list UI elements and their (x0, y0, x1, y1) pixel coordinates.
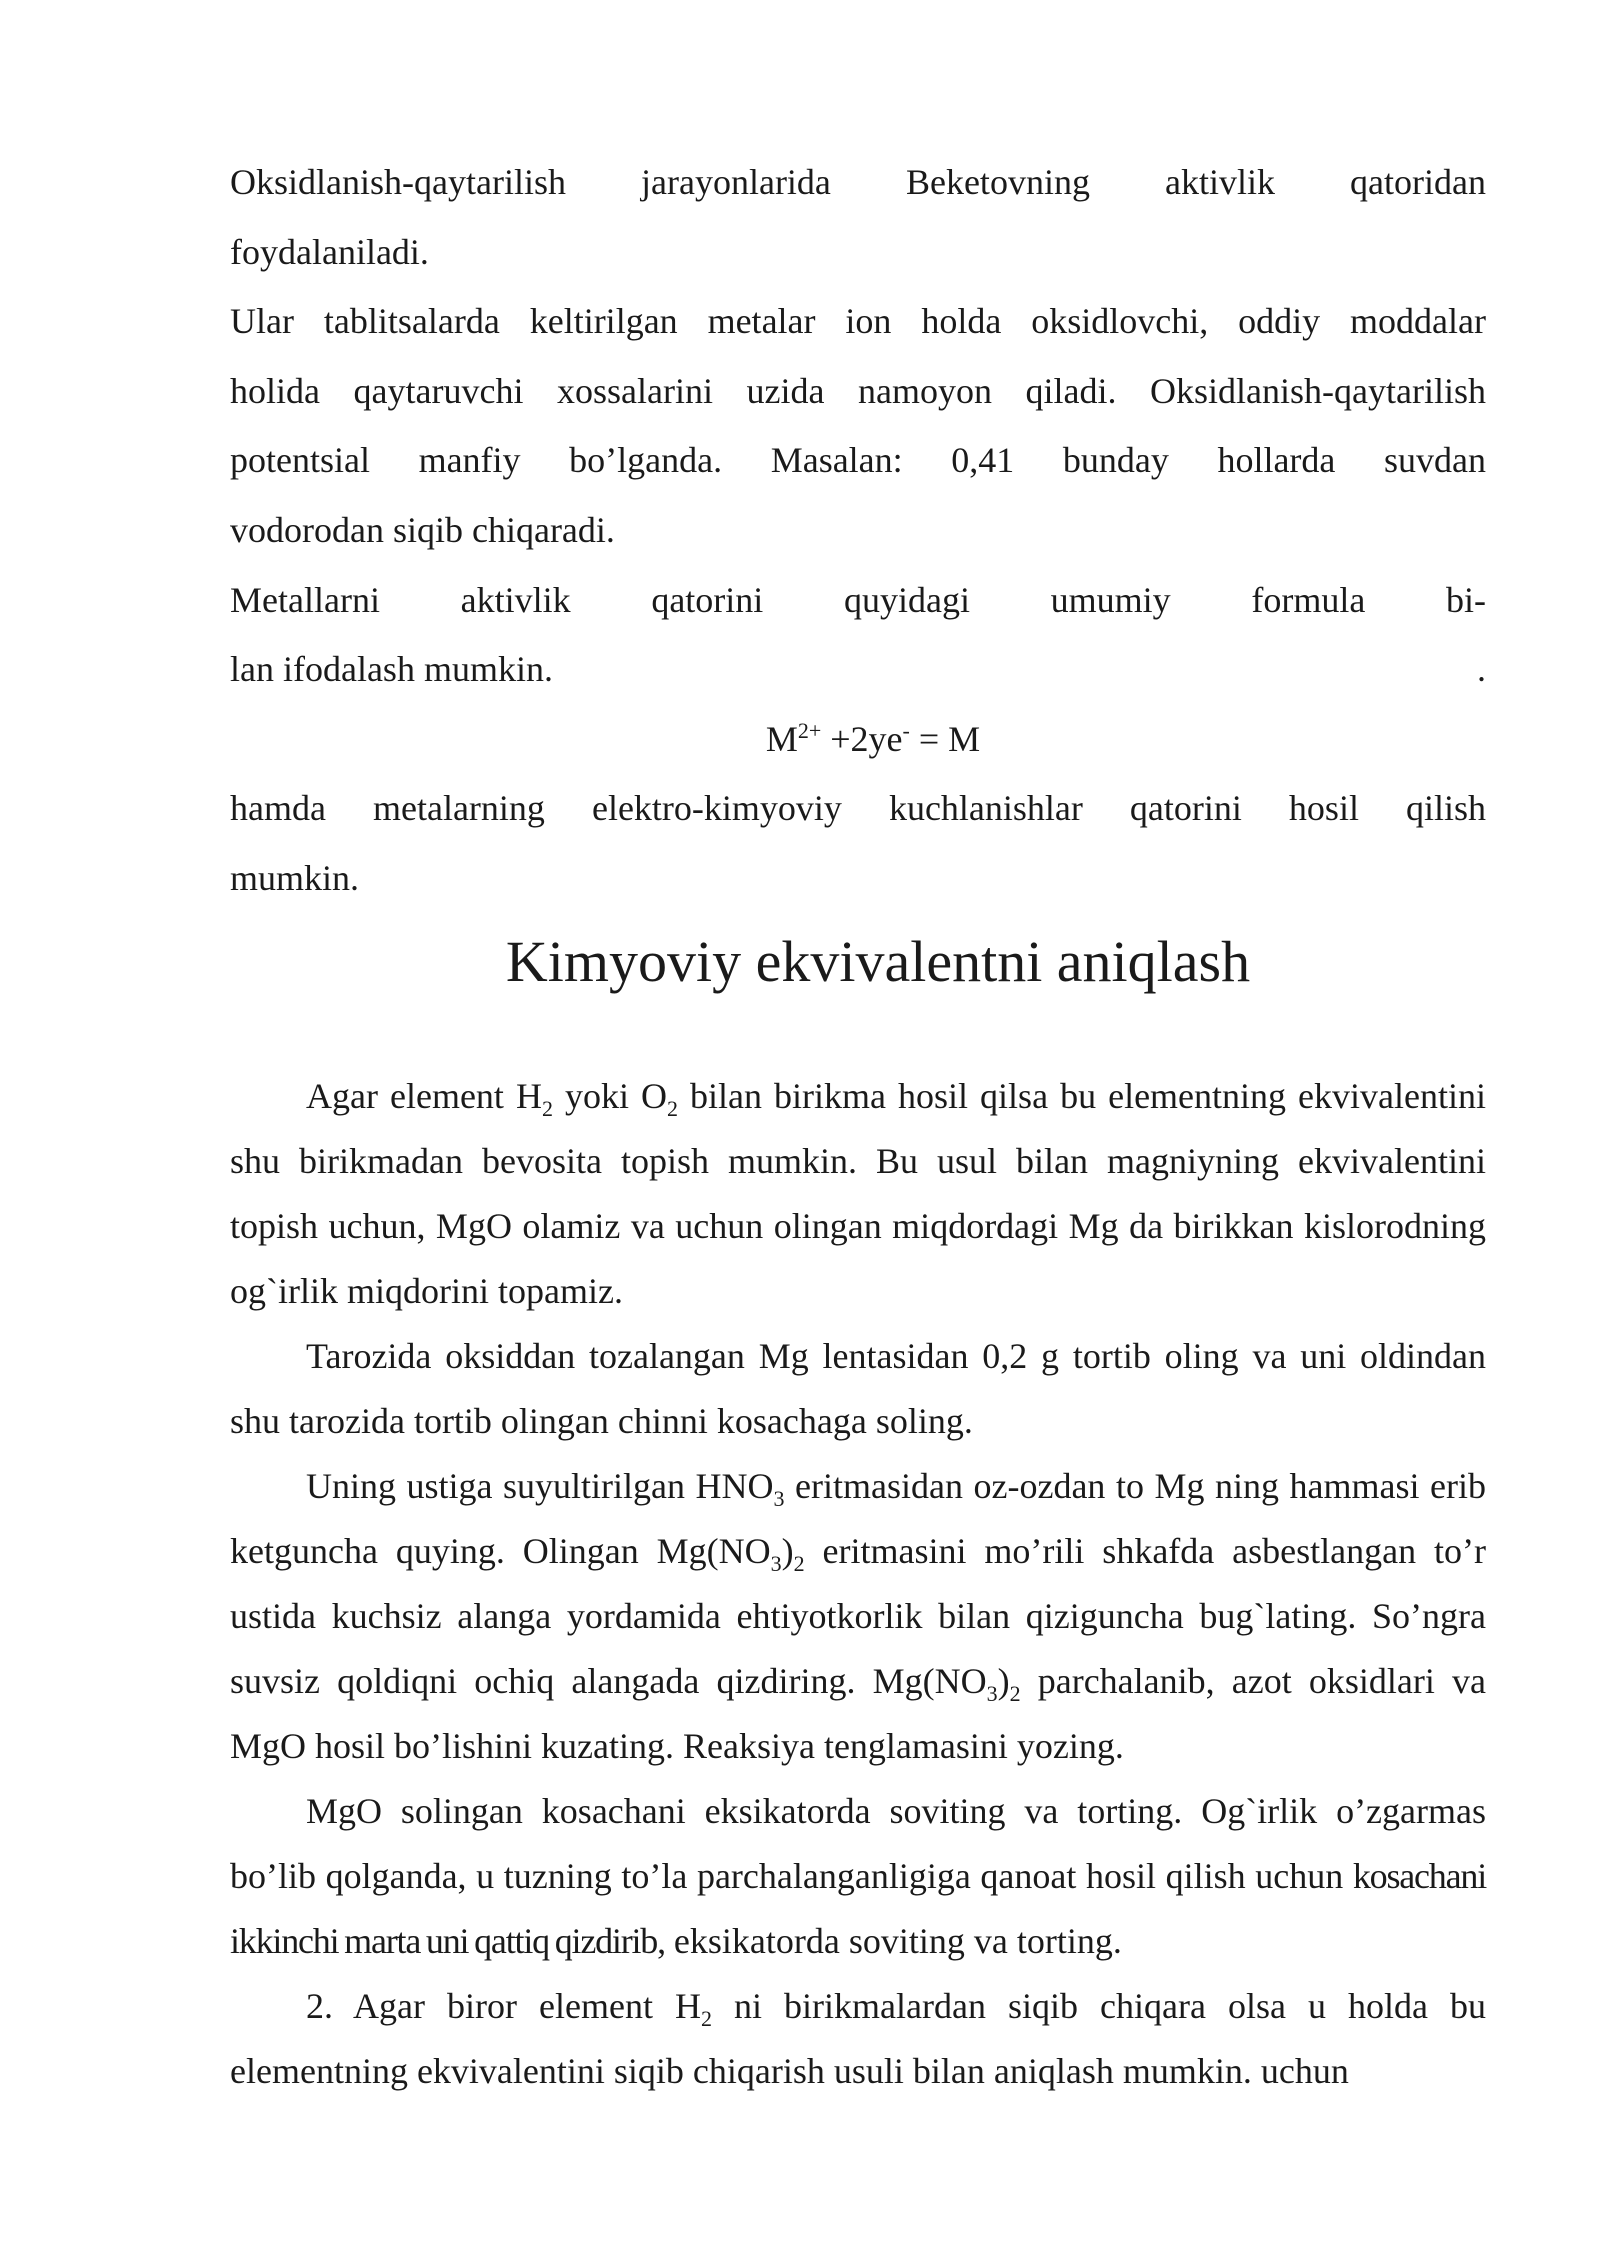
text-run: ) (781, 1530, 794, 1571)
text-run: ni birikmalardan siqib chiqara olsa u holda bu elementning ekvivalentini siqib chiqarish usuli bilan aniqlash mumkin. uchun (230, 1985, 1486, 2091)
subscript: 3 (770, 1550, 782, 1576)
text-run: eritmasidan oz-ozdan to Mg ning hammasi erib ketguncha quying. Olingan Mg(NO (230, 1465, 1486, 1571)
text-run: yoki O (552, 1075, 667, 1116)
paragraph-line: vodorodan siqib chiqaradi. (230, 509, 615, 550)
formula-symbol: M (765, 718, 798, 759)
formula-superscript: 2+ (797, 717, 822, 743)
subscript: 3 (986, 1680, 998, 1706)
text-run: eksikatorda soviting va torting. (664, 1920, 1122, 1961)
text-run: kosachani ikkinchi marta uni qattiq qizdirib, (230, 1855, 1486, 1961)
subscript: 3 (773, 1485, 785, 1511)
paragraph-line: holida qaytaruvchi xossalarini uzida namoyon qiladi. Oksidlanish-qaytarilish (230, 370, 1486, 411)
subscript: 2 (541, 1095, 553, 1121)
trailing-dot: . (1477, 649, 1486, 690)
subscript: 2 (700, 2005, 712, 2031)
formula-part: +2ye (821, 718, 903, 759)
section-paragraph (230, 1454, 1486, 1779)
paragraph-text: lan ifodalash mumkin. (230, 649, 553, 690)
text-run: Uning ustiga suyultirilgan HNO (306, 1465, 774, 1506)
section-paragraph (230, 1779, 1486, 1974)
paragraph-line: foydalaniladi. (230, 231, 429, 272)
paragraph-line: Metallarni aktivlik qatorini quyidagi umumiy formula bi- (230, 579, 1486, 620)
document-page (230, 148, 1486, 2104)
text-run: parchalanib, azot oksidlari va MgO hosil bo’lishini kuzating. Reaksiya tenglamasini yozing. (230, 1660, 1486, 1766)
paragraph-line: Ular tablitsalarda keltirilgan metalar ion holda oksidlovchi, oddiy moddalar (230, 301, 1486, 342)
text-run: MgO solingan kosachani eksikatorda soviting va torting. Og`irlik o’zgarmas bo’lib qolganda, u tuzning to’la parchalanganligiga qanoat hosil qilish uchun (230, 1790, 1486, 1896)
formula-part: = M (909, 718, 981, 759)
section-paragraph (230, 1974, 1486, 2104)
paragraph-line (230, 635, 1486, 705)
paragraph-line: potentsial manfiy bo’lganda. Masalan: 0,41 bunday hollarda suvdan (230, 440, 1486, 481)
text-run: 2. Agar biror element H (306, 1985, 701, 2026)
subscript: 2 (1009, 1680, 1021, 1706)
paragraph-line: hamda metalarning elektro-kimyoviy kuchlanishlar qatorini hosil qilish (230, 788, 1486, 829)
subscript: 2 (667, 1095, 678, 1121)
paragraph-line: Oksidlanish-qaytarilish jarayonlarida Beketovning aktivlik qatoridan (230, 162, 1486, 202)
text-run: ) (997, 1660, 1010, 1701)
text-run: Agar element H (306, 1075, 542, 1116)
formula (230, 705, 1486, 775)
section-heading: Kimyoviy ekvivalentni aniqlash (505, 928, 1251, 994)
subscript: 2 (793, 1550, 805, 1576)
paragraph-line: mumkin. (230, 857, 360, 898)
section-paragraph: Tarozida oksiddan tozalangan Mg lentasidan 0,2 g tortib oling va uni oldindan shu tarozida tortib olingan chinni kosachaga soling. (230, 1335, 1486, 1441)
spacer (230, 1002, 1486, 1064)
section-paragraph (230, 1064, 1486, 1324)
text-run: bilan birikma hosil qilsa bu elementning ekvivalentini shu birikmadan bevosita topish mumkin. Bu usul bilan magniyning ekvivalentini topish uchun, MgO olamiz va uchun olingan miqdordagi Mg da birikkan kislorodning og`irlik miqdorini topamiz. (230, 1075, 1486, 1311)
text-run: eritmasini mo’rili shkafda asbestlangan to’r ustida kuchsiz alanga yordamida ehtiyotkorlik bilan qiziguncha bug`lating. So’ngra suvsiz qoldiqni ochiq alangada qizdiring. Mg(NO (230, 1530, 1486, 1701)
formula-superscript: - (902, 717, 910, 743)
